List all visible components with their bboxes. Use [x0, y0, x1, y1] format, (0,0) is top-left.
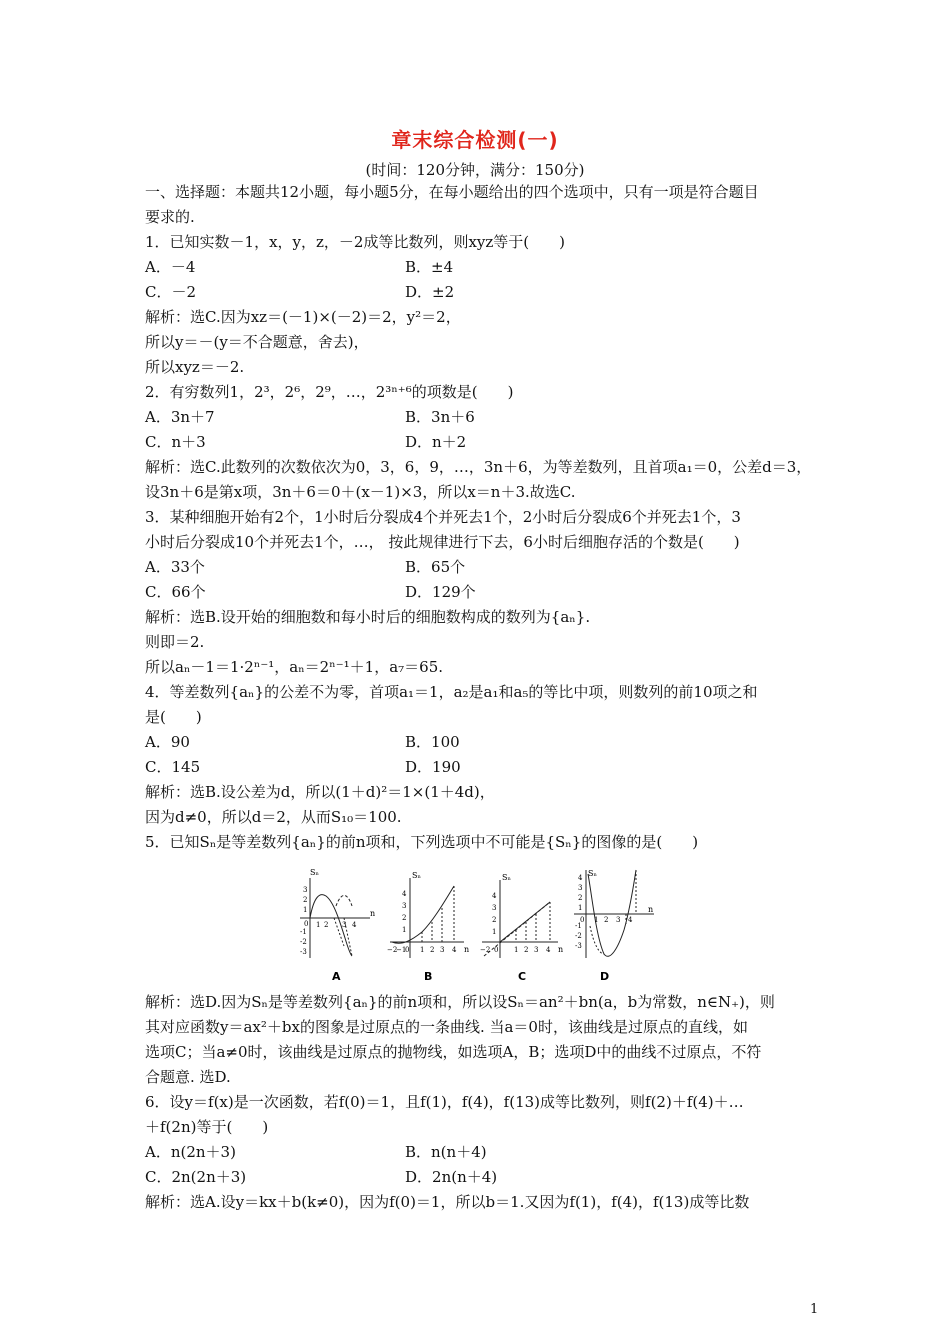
q6-option-d: D．2n(n＋4)	[405, 1168, 498, 1186]
q2-option-d: D．n＋2	[405, 433, 467, 451]
q3-option-d: D．129个	[405, 583, 476, 601]
exam-info: (时间：120分钟，满分：150分)	[365, 161, 585, 179]
graph-a-x-label: n	[370, 909, 376, 918]
question-3-line-1: 3．某种细胞开始有2个，1小时后分裂成4个并死去1个，2小时后分裂成6个并死去1个，3	[145, 508, 741, 526]
graph-a-xtick: 2	[324, 921, 329, 929]
q3-option-a: A．33个	[145, 558, 205, 576]
q1-solution-line-2: 所以y＝－(y＝不合题意，舍去)，	[145, 333, 369, 351]
question-4-line-1: 4．等差数列{aₙ}的公差不为零，首项a₁＝1，a₂是a₁和a₅的等比中项，则数列的前10项之和	[145, 683, 758, 701]
q4-solution-line-1: 解析：选B.设公差为d，所以(1＋d)²＝1×(1＋4d)，	[145, 783, 495, 801]
question-6-line-1: 6．设y＝f(x)是一次函数，若f(0)＝1，且f(1)，f(4)，f(13)成等比数列，则f(2)＋f(4)＋…	[145, 1093, 744, 1111]
graph-a-ytick: -1	[300, 928, 307, 936]
graph-d-label: D	[600, 970, 610, 983]
q6-option-b: B．n(n＋4)	[405, 1143, 487, 1161]
graph-d-x-label: n	[648, 905, 654, 914]
q1-option-a: A．－4	[145, 258, 196, 276]
graph-b-xtick: 1	[420, 946, 425, 954]
graph-c-xtick: 3	[534, 946, 539, 954]
graph-a-label: A	[332, 970, 341, 983]
graph-c	[476, 866, 566, 986]
q1-option-c: C．－2	[145, 283, 197, 301]
section-heading-line-2: 要求的.	[145, 208, 195, 226]
graph-a-ytick: 3	[303, 886, 308, 894]
q5-solution-line-1: 解析：选D.因为Sₙ是等差数列{aₙ}的前n项和，所以设Sₙ＝an²＋bn(a，b为常数，n∈N₊)，则	[145, 993, 775, 1011]
graph-b-ytick: 2	[402, 914, 407, 922]
graph-c-ytick: 2	[492, 916, 497, 924]
q2-solution-line-1: 解析：选C.此数列的次数依次为0，3，6，9，…，3n＋6，为等差数列，且首项a₁＝0，公差d＝3，	[145, 458, 812, 476]
graph-c-ytick: 4	[492, 892, 497, 900]
graph-b-ytick: 1	[402, 926, 407, 934]
graph-d-ytick: -3	[575, 942, 582, 950]
graph-b	[382, 866, 472, 986]
section-heading-line-1: 一、选择题：本题共12小题，每小题5分，在每小题给出的四个选项中，只有一项是符合题目	[145, 183, 759, 201]
graph-d-y-label: Sₙ	[588, 869, 597, 878]
q5-solution-line-3: 选项C；当a≠0时，该曲线是过原点的抛物线，如选项A，B；选项D中的曲线不过原点，不符	[145, 1043, 762, 1061]
q4-option-b: B．100	[405, 733, 460, 751]
graph-a-origin: 0	[304, 920, 309, 928]
graph-d-ytick: -2	[575, 932, 582, 940]
question-5: 5．已知Sₙ是等差数列{aₙ}的前n项和，下列选项中不可能是{Sₙ}的图像的是( )	[145, 833, 699, 851]
graph-a-ytick: -3	[300, 948, 307, 956]
graph-c-ytick: 1	[492, 928, 497, 936]
graph-d-xtick: 4	[628, 916, 633, 924]
graph-a	[290, 866, 380, 986]
graph-c-y-label: Sₙ	[502, 873, 511, 882]
graph-a-y-label: Sₙ	[310, 868, 319, 877]
graph-a-ytick: -2	[300, 938, 307, 946]
q3-solution-line-3: 所以aₙ－1＝1·2ⁿ⁻¹，aₙ＝2ⁿ⁻¹＋1，a₇＝65.	[145, 658, 444, 676]
q2-option-c: C．n＋3	[145, 433, 206, 451]
q4-option-a: A．90	[145, 733, 190, 751]
question-3-line-2: 小时后分裂成10个并死去1个，…， 按此规律进行下去，6小时后细胞存活的个数是( )	[145, 533, 740, 551]
graph-c-xtick: 1	[514, 946, 519, 954]
question-4-line-2: 是( )	[145, 708, 202, 726]
q2-option-a: A．3n＋7	[145, 408, 215, 426]
q3-solution-line-2: 则即＝2.	[145, 633, 205, 651]
q3-option-c: C．66个	[145, 583, 206, 601]
graph-b-xtick: 3	[440, 946, 445, 954]
q5-solution-line-2: 其对应函数y＝ax²＋bx的图象是过原点的一条曲线. 当a＝0时，该曲线是过原点的直线，如	[145, 1018, 748, 1036]
graph-b-xtick: 4	[452, 946, 457, 954]
graph-d-xtick: 2	[604, 916, 609, 924]
q6-option-a: A．n(2n＋3)	[145, 1143, 236, 1161]
graph-b-xtick: −1	[396, 946, 407, 954]
graph-d-xtick: 1	[594, 916, 599, 924]
graph-b-xtick: 2	[430, 946, 435, 954]
q2-solution-line-2: 设3n＋6是第x项，3n＋6＝0＋(x－1)×3，所以x＝n＋3.故选C.	[145, 483, 576, 501]
graph-b-ytick: 4	[402, 890, 407, 898]
graph-d-ytick: 2	[578, 894, 583, 902]
q5-solution-line-4: 合题意. 选D.	[145, 1068, 231, 1086]
q1-solution-line-3: 所以xyz＝－2.	[145, 358, 245, 376]
q4-solution-line-2: 因为d≠0，所以d＝2，从而S₁₀＝100.	[145, 808, 402, 826]
graph-b-origin: 0	[405, 946, 410, 954]
graph-c-x-label: n	[558, 945, 564, 954]
graph-b-xtick: −2	[387, 946, 398, 954]
q3-solution-line-1: 解析：选B.设开始的细胞数和每小时后的细胞数构成的数列为{aₙ}.	[145, 608, 591, 626]
q6-solution-line-1: 解析：选A.设y＝kx＋b(k≠0)，因为f(0)＝1，所以b＝1.又因为f(1)，f(4)，f(13)成等比数	[145, 1193, 750, 1211]
q4-option-c: C．145	[145, 758, 201, 776]
q1-solution-line-1: 解析：选C.因为xz＝(－1)×(－2)＝2，y²＝2，	[145, 308, 461, 326]
q5-graph-options	[290, 866, 660, 986]
graph-c-xtick: −2	[480, 946, 491, 954]
q4-option-d: D．190	[405, 758, 461, 776]
graph-d	[570, 866, 660, 986]
graph-a-xtick: 3	[342, 921, 347, 929]
graph-a-ytick: 2	[303, 896, 308, 904]
graph-a-xtick: 1	[316, 921, 321, 929]
graph-c-label: C	[518, 970, 527, 983]
graph-b-x-label: n	[464, 945, 470, 954]
q2-option-b: B．3n＋6	[405, 408, 475, 426]
graph-d-origin: 0	[580, 916, 585, 924]
graph-d-ytick: -1	[575, 922, 582, 930]
graph-d-ytick: 4	[578, 874, 583, 882]
graph-b-label: B	[424, 970, 433, 983]
graph-b-ytick: 3	[402, 902, 407, 910]
graph-a-xtick: 4	[352, 921, 357, 929]
q6-option-c: C．2n(2n＋3)	[145, 1168, 247, 1186]
q1-option-d: D．±2	[405, 283, 455, 301]
graph-d-ytick: 3	[578, 884, 583, 892]
graph-b-y-label: Sₙ	[412, 871, 421, 880]
graph-c-xtick: 4	[546, 946, 551, 954]
page-number: 1	[810, 1302, 819, 1317]
graph-a-ytick: 1	[303, 906, 308, 914]
question-1: 1．已知实数－1，x，y，z，－2成等比数列，则xyz等于( )	[145, 233, 566, 251]
graph-c-ytick: 3	[492, 904, 497, 912]
graph-c-xtick: 2	[524, 946, 529, 954]
graph-d-ytick: 1	[578, 904, 583, 912]
graph-d-xtick: 3	[616, 916, 621, 924]
q3-option-b: B．65个	[405, 558, 466, 576]
page-title: 章末综合检测(一)	[391, 128, 559, 152]
q1-option-b: B．±4	[405, 258, 454, 276]
question-2: 2．有穷数列1，2³，2⁶，2⁹，…，2³ⁿ⁺⁶的项数是( )	[145, 383, 514, 401]
question-6-line-2: ＋f(2n)等于( )	[145, 1118, 269, 1136]
graph-c-origin: 0	[494, 946, 499, 954]
